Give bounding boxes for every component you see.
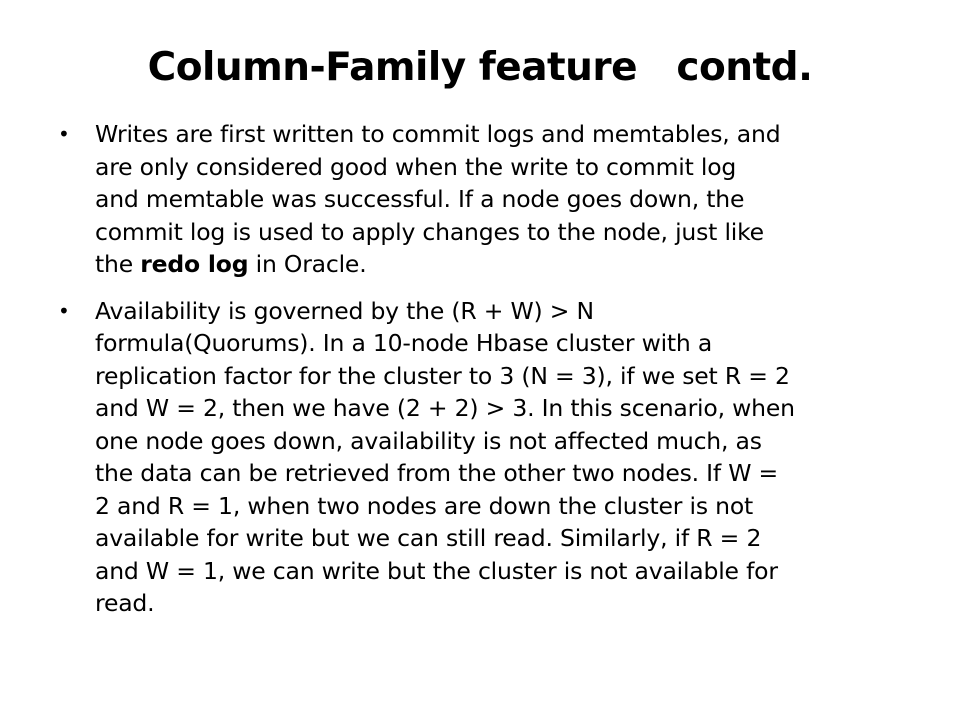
bullet-text-line: replication factor for the cluster to 3 (N = 3), if we set R = 2 bbox=[95, 361, 790, 390]
bullet-writes bbox=[58, 118, 900, 281]
slide-title: Column-Family feature contd. bbox=[147, 45, 813, 90]
bullet-text-line: the data can be retrieved from the other two nodes. If W = bbox=[95, 459, 779, 487]
bullet-text-line: 2 and R = 1, when two nodes are down the cluster is not bbox=[95, 491, 754, 520]
bullet-text-line: Availability is governed by the (R + W) > N bbox=[95, 296, 594, 325]
bullet-availability bbox=[58, 295, 900, 620]
bullet-text-line: and memtable was successful. If a node goes down, the bbox=[95, 185, 745, 213]
bullet-text-line: available for write but we can still read. Similarly, if R = 2 bbox=[95, 524, 762, 552]
bullet-marker: • bbox=[58, 122, 70, 146]
bullet-text-line: are only considered good when the write to commit log bbox=[95, 152, 737, 181]
bullet-list bbox=[58, 118, 900, 634]
bullet-text-line: and W = 1, we can write but the cluster is not available for bbox=[95, 556, 778, 585]
bullet-text-prefix: the bbox=[95, 250, 141, 278]
bullet-text-line: commit log is used to apply changes to the node, just like bbox=[95, 217, 764, 246]
bullet-text-line: Writes are first written to commit logs and memtables, and bbox=[95, 120, 781, 148]
bold-term-redo-log: redo log bbox=[140, 250, 249, 278]
bullet-text-line: formula(Quorums). In a 10-node Hbase cluster with a bbox=[95, 329, 713, 357]
bullet-text-line: and W = 2, then we have (2 + 2) > 3. In this scenario, when bbox=[95, 394, 795, 422]
bullet-text-suffix: in Oracle. bbox=[248, 250, 367, 278]
bullet-text-line: one node goes down, availability is not affected much, as bbox=[95, 426, 762, 455]
bullet-text-line-last bbox=[95, 248, 900, 281]
bullet-marker: • bbox=[58, 298, 70, 323]
bullet-text-line: read. bbox=[95, 589, 155, 617]
